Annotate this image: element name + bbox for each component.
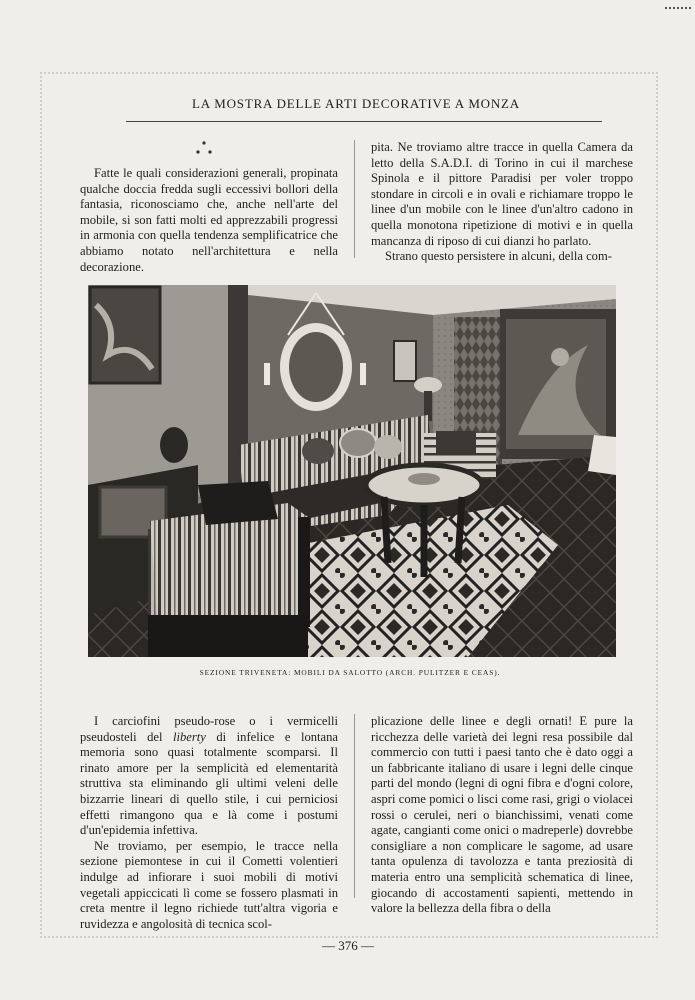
text-run: di infelice e lontana memoria sono quasi totalmente scomparsi. Il rinato amore per la semplicità ed elementarità struttiva sta eliminando gli ultimi veleni delle bizzarrie lineari di quello stile, i cui perniciosi effetti rimangono qua e là come i postumi d'un'epidemia infettiva.	[80, 729, 339, 838]
paragraph: plicazione delle linee e degli ornati! E pure la ricchezza delle varietà dei legni resa possibile dal commercio con tutti i paesi tanto che è dato oggi a un fabbricante italiano di usare i legni delle cinque parti del mondo (legni di ogni fibra e d'ogni colore, aspri come pomici o lisci come rasi, grigi o violacei rossi o cerulei, neri o bianchissimi, venati come agate, cangianti come onici o madreperle) dovrebbe consigliare a non complicare le sagome, ad usare tanta opulenza di tavolozza e tanta preziosità di materia entro una semplicità schematica di linee, giocando di accostamenti sapienti, mettendo in valore la bellezza della fibra o della	[371, 714, 633, 916]
salon-photograph	[88, 285, 616, 657]
paragraph: Strano questo persistere in alcuni, della com-	[385, 249, 612, 264]
paragraph: Ne troviamo, per esempio, le tracce nella sezione piemontese in cui il Cometti volentieri indulge ad infiorare i suoi mobili di motivi vegetali appiccicati lì come se fossero plasmati in creta mentre il legno richiede tutt'altra vigoria e ruvidezza e angolosità di tecnica scol-	[80, 838, 338, 931]
paragraph: Fatte le quali considerazioni generali, propinata qualche doccia fredda sugli eccessivi bollori della fantasia, riconosciamo che, anche nell'arte del mobile, si son fatti molti ed apprezzabili progressi in armonia con quella tendenza semplificatrice che abbiamo notato nell'architettura e nella decorazione.	[80, 166, 338, 274]
column-divider-bottom	[354, 714, 355, 898]
column-4	[371, 714, 633, 917]
paragraph: pita. Ne troviamo altre tracce in quella Camera da letto della S.A.D.I. di Torino in cui il marchese Spinola e il pittore Paradisi per voler troppo stondare in circoli e in ovali e richiamare troppo le linee d'un mobile con le linee d'un'altro cadono in quella monotona ripetizione di motivi e in quella mancanza di riposo di cui dianzi ho parlato.	[371, 140, 633, 248]
asterism-icon	[186, 138, 222, 158]
column-1	[80, 166, 338, 275]
column-divider-top	[354, 140, 355, 258]
column-3	[80, 714, 338, 932]
figure-caption: SEZIONE TRIVENETA: MOBILI DA SALOTTO (ARCH. PULITZER E CEAS).	[199, 668, 501, 677]
corner-mark	[661, 0, 695, 10]
italic-term: liberty	[173, 729, 206, 744]
page-number: — 376 —	[322, 938, 374, 953]
paragraph	[80, 714, 338, 839]
header-rule	[126, 121, 602, 122]
column-2	[371, 140, 633, 265]
running-header: LA MOSTRA DELLE ARTI DECORATIVE A MONZA	[192, 96, 520, 111]
text-run: I carciofini pseudo-rose o i vermicelli pseudosteli del	[80, 714, 338, 744]
